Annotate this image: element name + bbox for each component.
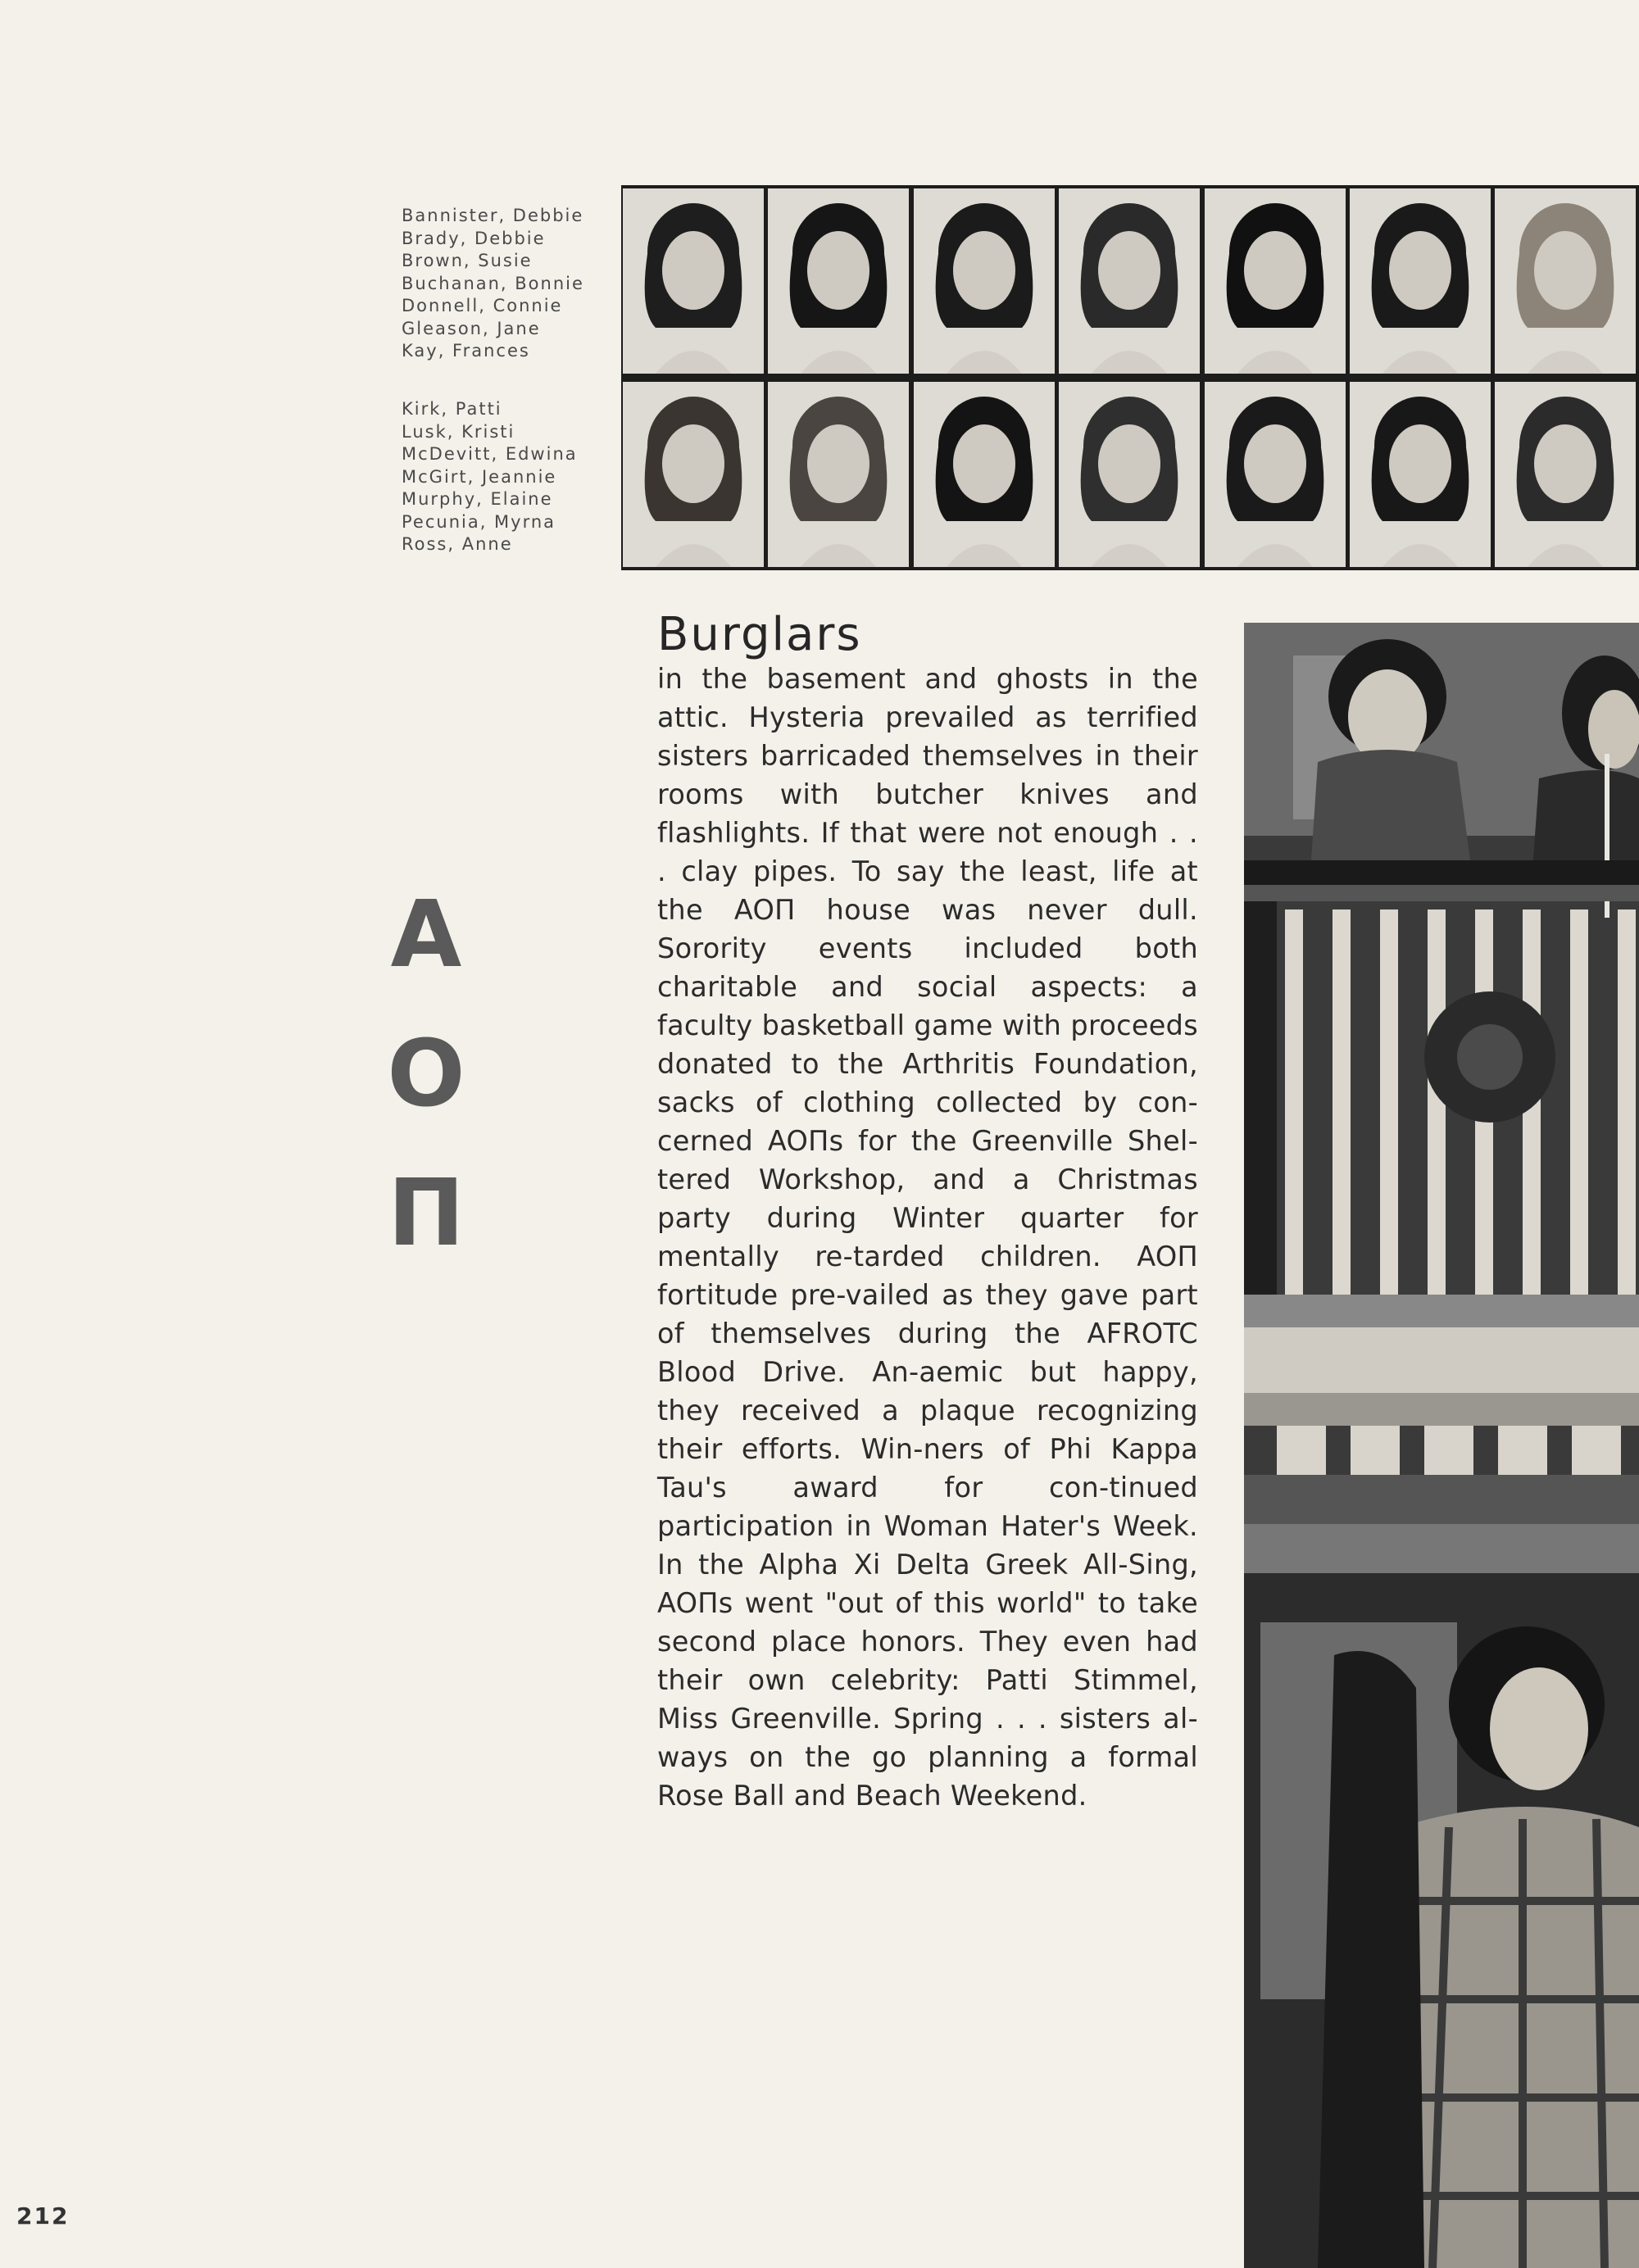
- roster-name: Brady, Debbie: [402, 228, 546, 248]
- roster-name: Kay, Frances: [402, 341, 530, 361]
- candlelight-staircase-photo: [1244, 623, 1639, 2268]
- member-portrait: [1059, 382, 1200, 567]
- member-portrait: [768, 382, 909, 567]
- member-portrait: [768, 188, 909, 374]
- roster-name: Ross, Anne: [402, 534, 513, 554]
- roster-name: Donnell, Connie: [402, 296, 563, 315]
- roster-name: Murphy, Elaine: [402, 489, 553, 509]
- member-portrait: [623, 382, 764, 567]
- article-headline: Burglars: [657, 608, 862, 661]
- greek-letter-omicron: O: [387, 1021, 465, 1127]
- member-portrait: [1205, 382, 1346, 567]
- roster-name: Lusk, Kristi: [402, 421, 515, 442]
- member-portrait: [914, 188, 1055, 374]
- member-portrait: [1495, 188, 1636, 374]
- member-portrait: [1495, 382, 1636, 567]
- roster-name: Gleason, Jane: [402, 318, 541, 338]
- portrait-grid: [621, 185, 1639, 570]
- member-portrait: [623, 188, 764, 374]
- member-portrait: [1350, 188, 1491, 374]
- member-portrait: [1059, 188, 1200, 374]
- roster-name: McGirt, Jeannie: [402, 466, 557, 487]
- article-body: in the basement and ghosts in the attic. Hysteria prevailed as terrified sisters barricaded themselves in their rooms with butcher knives and flashlights. If that were not enough . . . clay pipes. To say the least, life at the AOΠ house was never dull. Sorority events included both charitable and social aspects: a faculty basketball game with proceeds donated to the Arthritis Foundation, sacks of clothing collected by con-cerned AOΠs for the Greenville Shel-tered Workshop, and a Christmas party during Winter quarter for mentally re-tarded children. AOΠ fortitude pre-vailed as they gave part of themselves during the AFROTC Blood Drive. An-aemic but happy, they received a plaque recognizing their efforts. Win-ners of Phi Kappa Tau's award for con-tinued participation in Woman Hater's Week. In the Alpha Xi Delta Greek All-Sing, AOΠs went "out of this world" to take second place honors. They even had their own celebrity: Patti Stimmel, Miss Greenville. Spring . . . sisters al-ways on the go planning a formal Rose Ball and Beach Weekend.: [657, 663, 1198, 1812]
- roster-name: Buchanan, Bonnie: [402, 273, 584, 293]
- greek-letter-pi: Π: [388, 1160, 465, 1267]
- roster-name: Kirk, Patti: [402, 399, 502, 419]
- roster-name: Bannister, Debbie: [402, 206, 584, 225]
- member-portrait: [1205, 188, 1346, 374]
- roster-names-top: [402, 205, 584, 363]
- page-number: 212: [16, 2202, 70, 2229]
- roster-name: Pecunia, Myrna: [402, 511, 556, 532]
- member-portrait: [1350, 382, 1491, 567]
- roster-name: McDevitt, Edwina: [402, 444, 578, 464]
- member-portrait: [914, 382, 1055, 567]
- greek-letter-alpha: A: [390, 882, 462, 988]
- roster-name: Brown, Susie: [402, 251, 533, 270]
- roster-names-bottom: [402, 398, 578, 556]
